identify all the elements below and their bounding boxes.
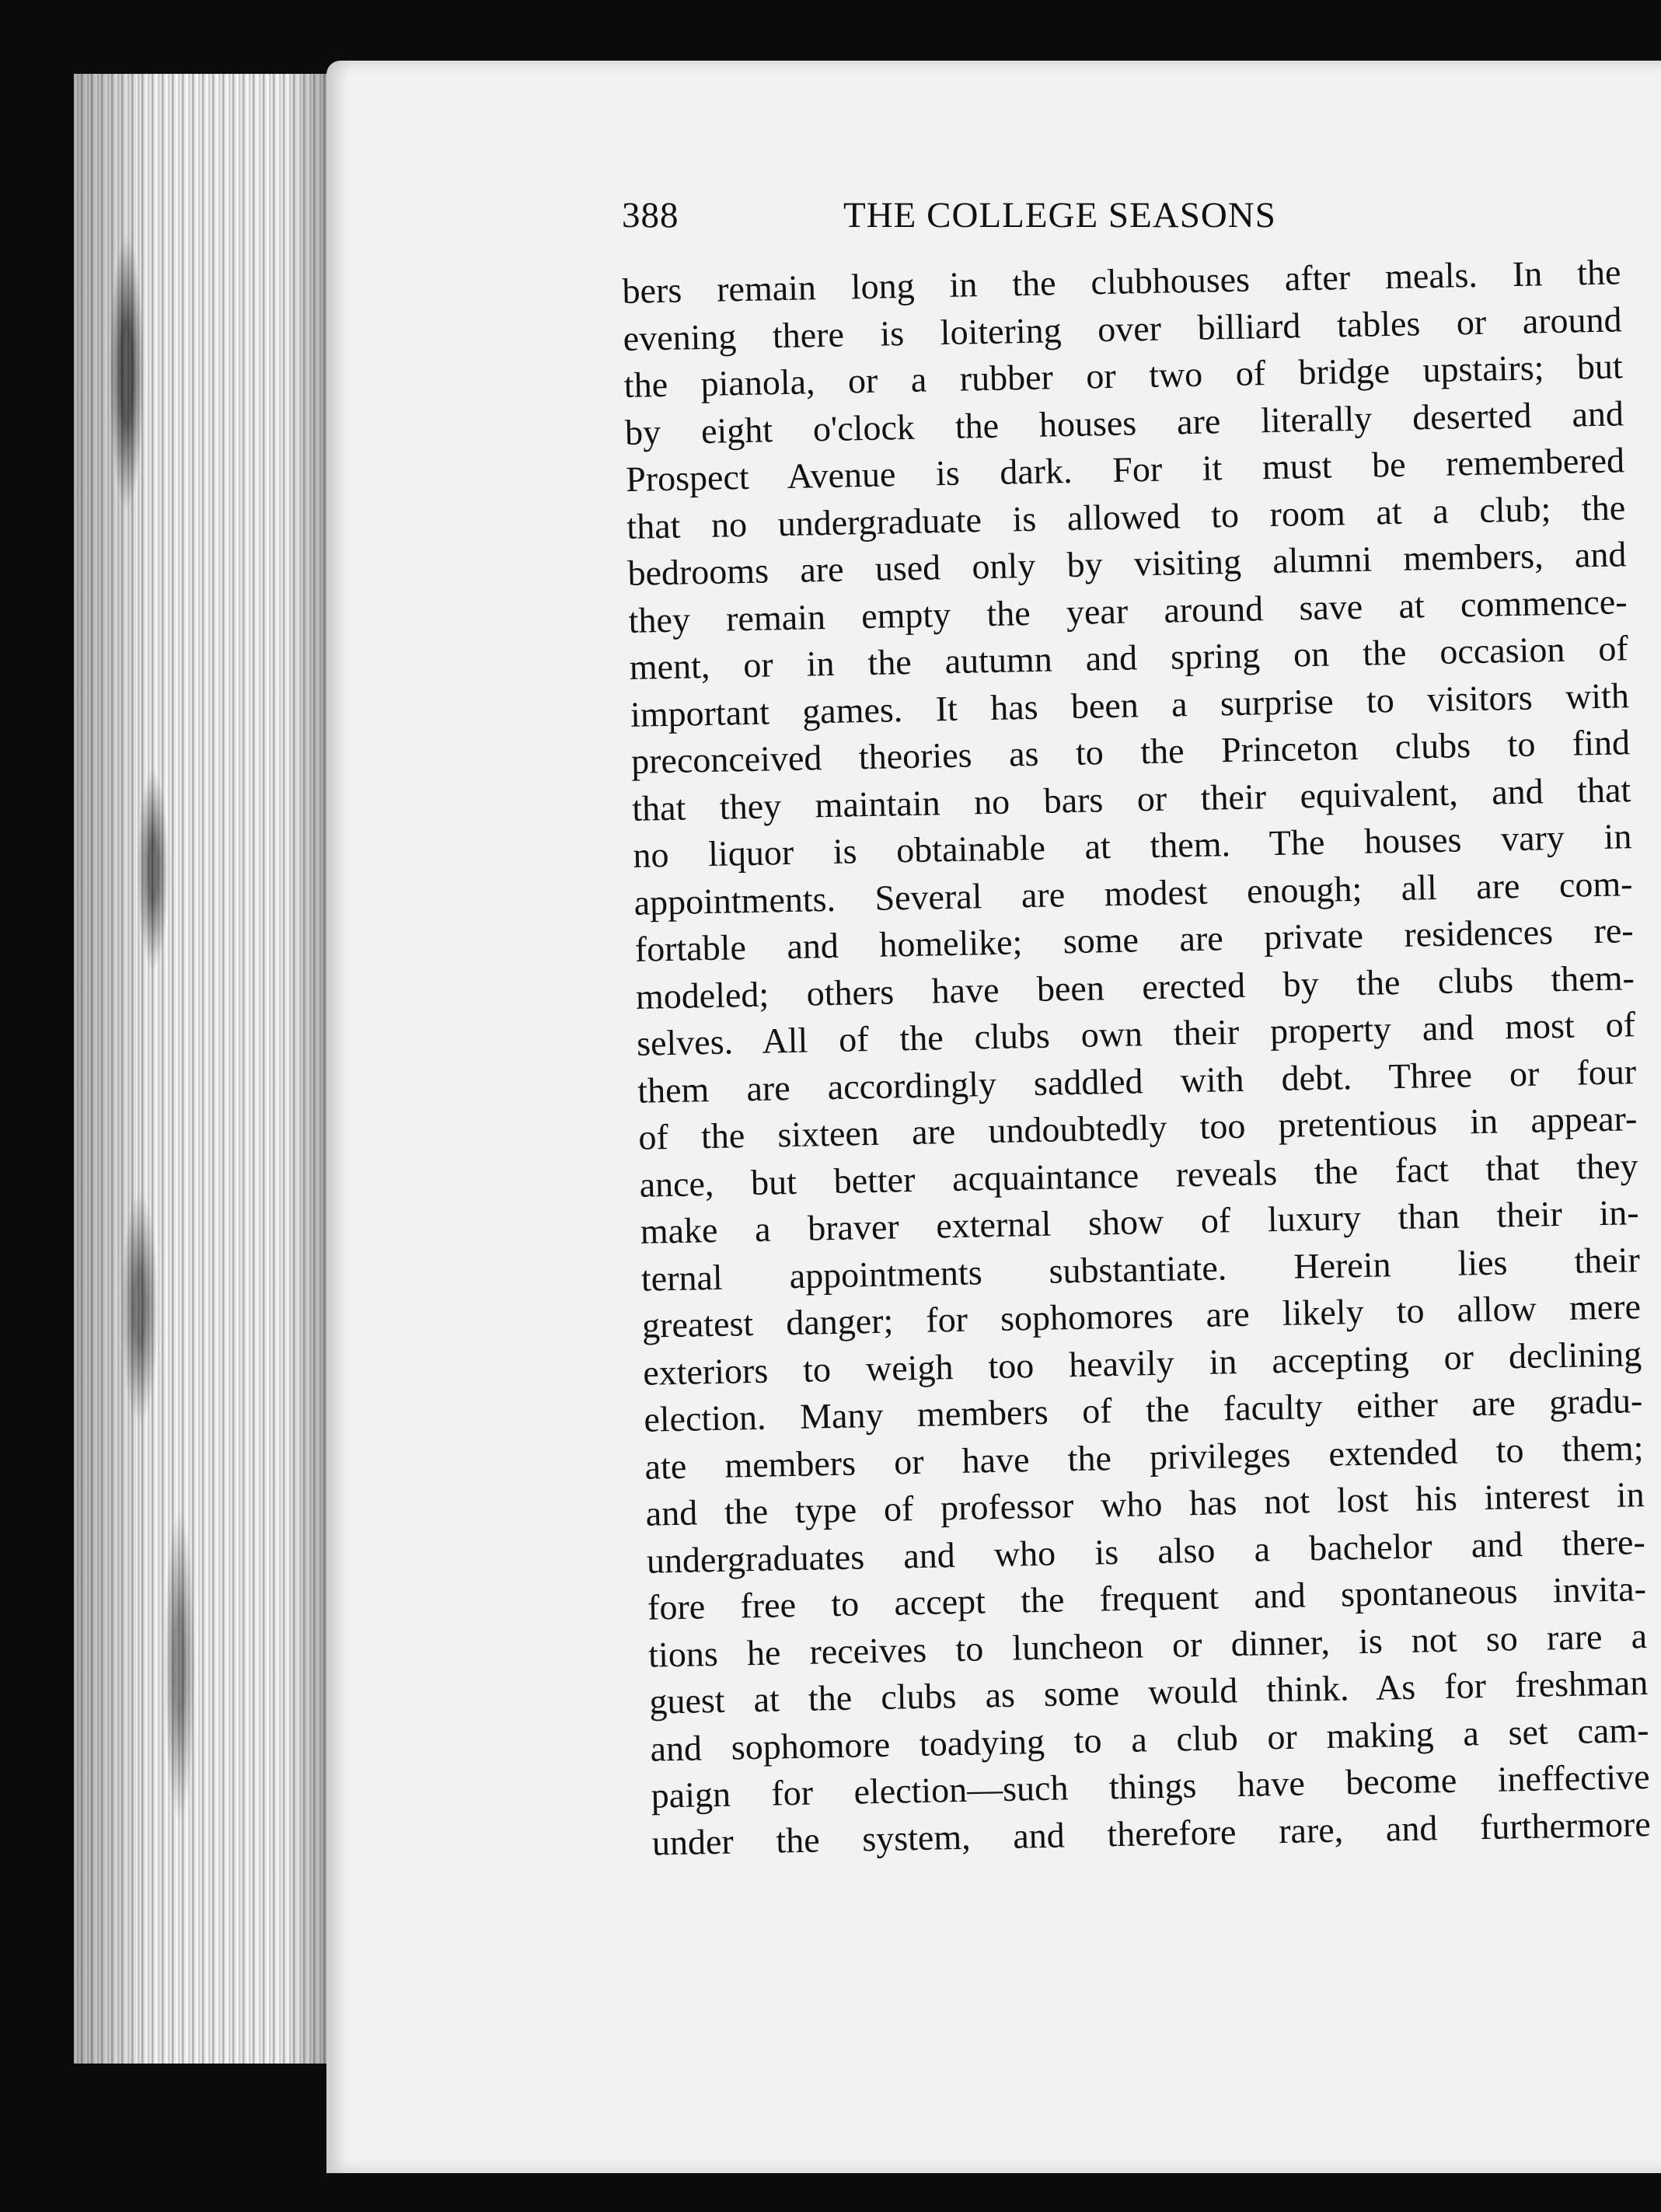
text-line: guest at the clubs as some would think. As for freshman xyxy=(648,1662,1649,1722)
text-line: preconceived theories as to the Princeton clubs to find xyxy=(630,722,1631,781)
text-line: ment, or in the autumn and spring on the occasion of xyxy=(629,628,1629,687)
text-line: the pianola, or a rubber or two of bridge upstairs; but xyxy=(623,346,1624,405)
text-line: under the system, and therefore rare, and furthermore xyxy=(651,1803,1652,1863)
text-line: ance, but better acquaintance reveals the fact that they xyxy=(639,1145,1638,1205)
text-line: no liquor is obtainable at them. The houses vary in xyxy=(633,816,1632,875)
text-line: modeled; others have been erected by the clubs them- xyxy=(635,957,1635,1017)
text-line: that no undergraduate is allowed to room at a club; the xyxy=(626,487,1626,546)
text-line: them are accordingly saddled with debt. Three or four xyxy=(637,1051,1637,1111)
text-line: and sophomore toadying to a club or making a set cam- xyxy=(650,1709,1649,1769)
text-line: paign for election—such things have become ineffective xyxy=(651,1756,1650,1816)
text-line: make a braver external show of luxury than their in- xyxy=(640,1192,1640,1251)
text-line: ternal appointments substantiate. Herein lies their xyxy=(640,1239,1641,1299)
text-line: greatest danger; for sophomores are likely to allow mere xyxy=(641,1286,1642,1345)
text-line: undergraduates and who is also a bachelor and there- xyxy=(646,1521,1646,1581)
text-line: bedrooms are used only by visiting alumni members, and xyxy=(627,534,1627,593)
book-page-edges xyxy=(74,74,338,2064)
text-line: fortable and homelike; some are private residences re- xyxy=(634,910,1635,969)
text-line: appointments. Several are modest enough; all are com- xyxy=(633,863,1633,923)
text-line: Prospect Avenue is dark. For it must be remembered xyxy=(625,440,1625,499)
text-line: fore free to accept the frequent and spontaneous invita- xyxy=(647,1568,1647,1628)
body-text xyxy=(622,249,1651,1866)
text-line: bers remain long in the clubhouses after meals. In the xyxy=(622,252,1621,311)
running-head xyxy=(622,194,1356,241)
page-number: 388 xyxy=(622,195,679,236)
text-line: election. Many members of the faculty either are gradu- xyxy=(643,1380,1643,1439)
text-line: tions he receives to luncheon or dinner, is not so rare a xyxy=(647,1615,1648,1675)
text-line: they remain empty the year around save at commence- xyxy=(628,581,1628,640)
text-line: by eight o'clock the houses are literally deserted and xyxy=(624,393,1624,452)
running-title: THE COLLEGE SEASONS xyxy=(843,195,1276,236)
text-line: important games. It has been a surprise to visitors with xyxy=(630,675,1630,734)
text-line: ate members or have the privileges extended to them; xyxy=(644,1427,1644,1487)
text-line: that they maintain no bars or their equivalent, and that xyxy=(631,769,1631,829)
text-line: and the type of professor who has not lost his interest in xyxy=(645,1474,1645,1533)
text-line: exteriors to weigh too heavily in accepting or declining xyxy=(642,1333,1642,1393)
text-line: selves. All of the clubs own their property and most of xyxy=(636,1004,1636,1063)
text-line: evening there is loitering over billiard tables or around xyxy=(623,298,1622,358)
text-line: of the sixteen are undoubtedly too pretentious in appear- xyxy=(637,1098,1638,1157)
